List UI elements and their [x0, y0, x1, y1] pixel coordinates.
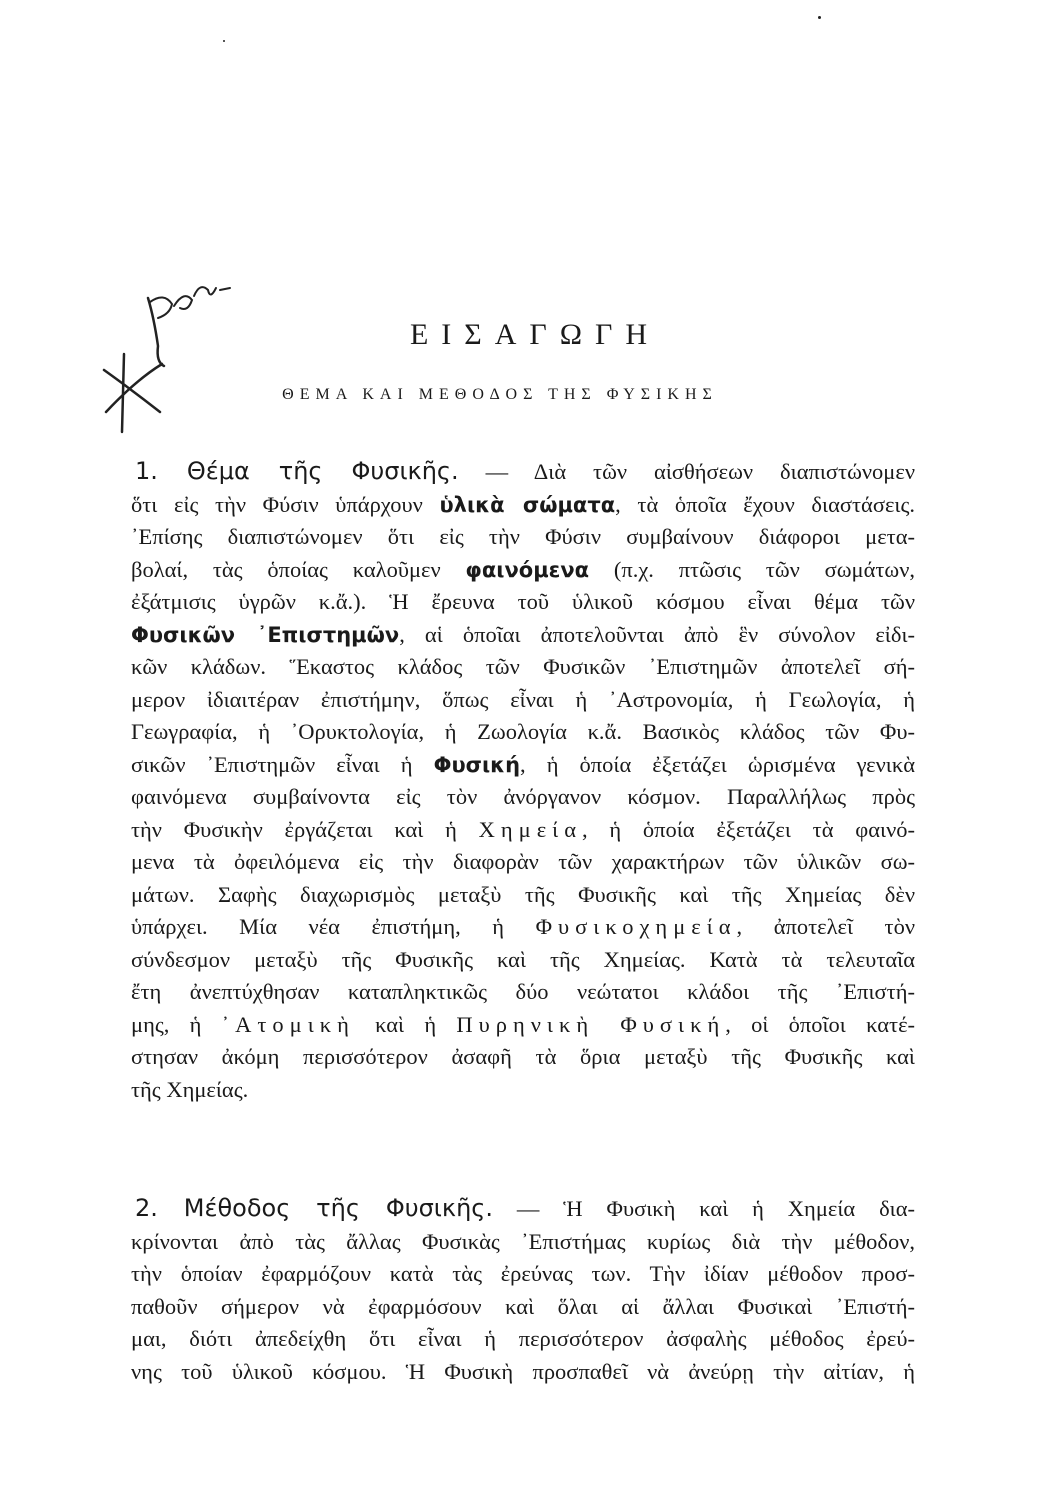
paragraph-line: ὑπάρχει. Μία νέα ἐπιστήμη, ἡ Φυσικοχημεία, ἀποτελεῖ τὸν — [131, 914, 915, 939]
section-heading: 1. Θέμα τῆς Φυσικῆς. — [135, 457, 459, 485]
paragraph-line: μερον ἰδιαιτέραν ἐπιστήμην, ὅπως εἶναι ἡ ᾿Αστρονομία, ἡ Γεωλογία, ἡ — [131, 686, 915, 712]
paragraph-line: μάτων. Σαφὴς διαχωρισμὸς μεταξὺ τῆς Φυσικῆς καὶ τῆς Χημείας δὲν — [131, 881, 915, 907]
section-heading: 2. Μέθοδος τῆς Φυσικῆς. — [135, 1194, 494, 1222]
spaced-term: Φυσικοχημεία — [535, 914, 737, 939]
paragraph-line: ᾿Επίσης διαπιστώνομεν ὅτι εἰς τὴν Φύσιν συμβαίνουν διάφοροι μετα- — [131, 524, 915, 549]
paragraph-line: 2. Μέθοδος τῆς Φυσικῆς. — Ἡ Φυσικὴ καὶ ἡ Χημεία δια- — [135, 1194, 916, 1222]
spaced-term: Χημεία — [478, 816, 582, 842]
paragraph-line: στησαν ἀκόμη περισσότερον ἀσαφῆ τὰ ὅρια μεταξὺ τῆς Φυσικῆς καὶ — [131, 1044, 915, 1069]
paragraph-line: βολαί, τὰς ὁποίας καλοῦμεν φαινόμενα (π.χ. πτῶσις τῶν σωμάτων, — [131, 556, 916, 582]
paragraph-line: ἐξάτμισις ὑγρῶν κ.ἄ.). Ἡ ἔρευνα τοῦ ὑλικοῦ κόσμου εἶναι θέμα τῶν — [131, 589, 915, 614]
ink-speck — [818, 16, 821, 19]
paragraph-line: νης τοῦ ὑλικοῦ κόσμου. Ἡ Φυσικὴ προσπαθεῖ νὰ ἀνεύρῃ τὴν αἰτίαν, ἡ — [131, 1358, 915, 1384]
section-method-of-physics — [131, 1192, 915, 1388]
page-title: ΕΙΣΑΓΩΓΗ — [409, 318, 661, 351]
paragraph-line: ὅτι εἰς τὴν Φύσιν ὑπάρχουν ὑλικὰ σώματα, τὰ ὁποῖα ἔχουν διαστάσεις. — [131, 491, 915, 517]
paragraph-line: μαι, διότι ἀπεδείχθη ὅτι εἶναι ἡ περισσότερον ἀσφαλὴς μέθοδος ἐρεύ- — [131, 1326, 915, 1351]
paragraph-line: μης, ἡ ᾿Ατομικὴ καὶ ἡ Πυρηνικὴ Φυσική, οἱ ὁποῖοι κατέ- — [131, 1011, 916, 1037]
spaced-term: Πυρηνικὴ Φυσική — [456, 1011, 726, 1037]
bold-term: φαινόμενα — [465, 557, 590, 582]
section-theme-of-physics — [131, 455, 915, 1106]
paragraph-line: τῆς Χημείας. — [131, 1076, 249, 1102]
spaced-term: ᾿Ατομικὴ — [221, 1011, 355, 1037]
paragraph-line: τὴν ὁποίαν ἐφαρμόζουν κατὰ τὰς ἐρεύνας των. Τὴν ἰδίαν μέθοδον προσ- — [131, 1261, 915, 1286]
paragraph-line: φαινόμενα συμβαίνοντα εἰς τὸν ἀνόργανον κόσμον. Παραλλήλως πρὸς — [131, 784, 915, 809]
paragraph-line: κρίνονται ἀπὸ τὰς ἄλλας Φυσικὰς ᾿Επιστήμας κυρίως διὰ τὴν μέθοδον, — [131, 1228, 915, 1254]
paragraph-line: Φυσικῶν ᾿Επιστημῶν, αἱ ὁποῖαι ἀποτελοῦνται ἀπὸ ἓν σύνολον εἰδι- — [131, 621, 915, 647]
bold-term: ὑλικὰ σώματα — [439, 492, 616, 517]
page-subtitle: ΘΕΜΑ ΚΑΙ ΜΕΘΟΔΟΣ ΤΗΣ ΦΥΣΙΚΗΣ — [282, 386, 718, 403]
bold-term: Φυσικῶν ᾿Επιστημῶν — [131, 622, 400, 647]
paragraph-line: κῶν κλάδων. Ἕκαστος κλάδος τῶν Φυσικῶν ᾿Επιστημῶν ἀποτελεῖ σή- — [131, 654, 915, 679]
paragraph-line: σικῶν ᾿Επιστημῶν εἶναι ἡ Φυσική, ἡ ὁποία ἐξετάζει ὡρισμένα γενικὰ — [131, 751, 915, 777]
paragraph-line: Γεωγραφία, ἡ ᾿Ορυκτολογία, ἡ Ζωολογία κ.ἄ. Βασικὸς κλάδος τῶν Φυ- — [131, 719, 915, 744]
paragraph-line: μενα τὰ ὀφειλόμενα εἰς τὴν διαφορὰν τῶν χαρακτήρων τῶν ὑλικῶν σω- — [131, 849, 915, 874]
paragraph-line: παθοῦν σήμερον νὰ ἐφαρμόσουν καὶ ὅλαι αἱ ἄλλαι Φυσικαὶ ᾿Επιστή- — [131, 1293, 915, 1319]
paragraph-line: σύνδεσμον μεταξὺ τῆς Φυσικῆς καὶ τῆς Χημείας. Κατὰ τὰ τελευταῖα — [131, 946, 915, 972]
paragraph-line: τὴν Φυσικὴν ἐργάζεται καὶ ἡ Χημεία, ἡ ὁποία ἐξετάζει τὰ φαινό- — [131, 816, 915, 842]
paragraph-line: 1. Θέμα τῆς Φυσικῆς. — Διὰ τῶν αἰσθήσεων διαπιστώνομεν — [135, 457, 915, 485]
bold-term: Φυσική — [433, 752, 521, 777]
ink-speck — [223, 40, 225, 42]
paragraph-line: ἔτη ἀνεπτύχθησαν καταπληκτικῶς δύο νεώτατοι κλάδοι τῆς ᾿Επιστή- — [131, 979, 915, 1004]
